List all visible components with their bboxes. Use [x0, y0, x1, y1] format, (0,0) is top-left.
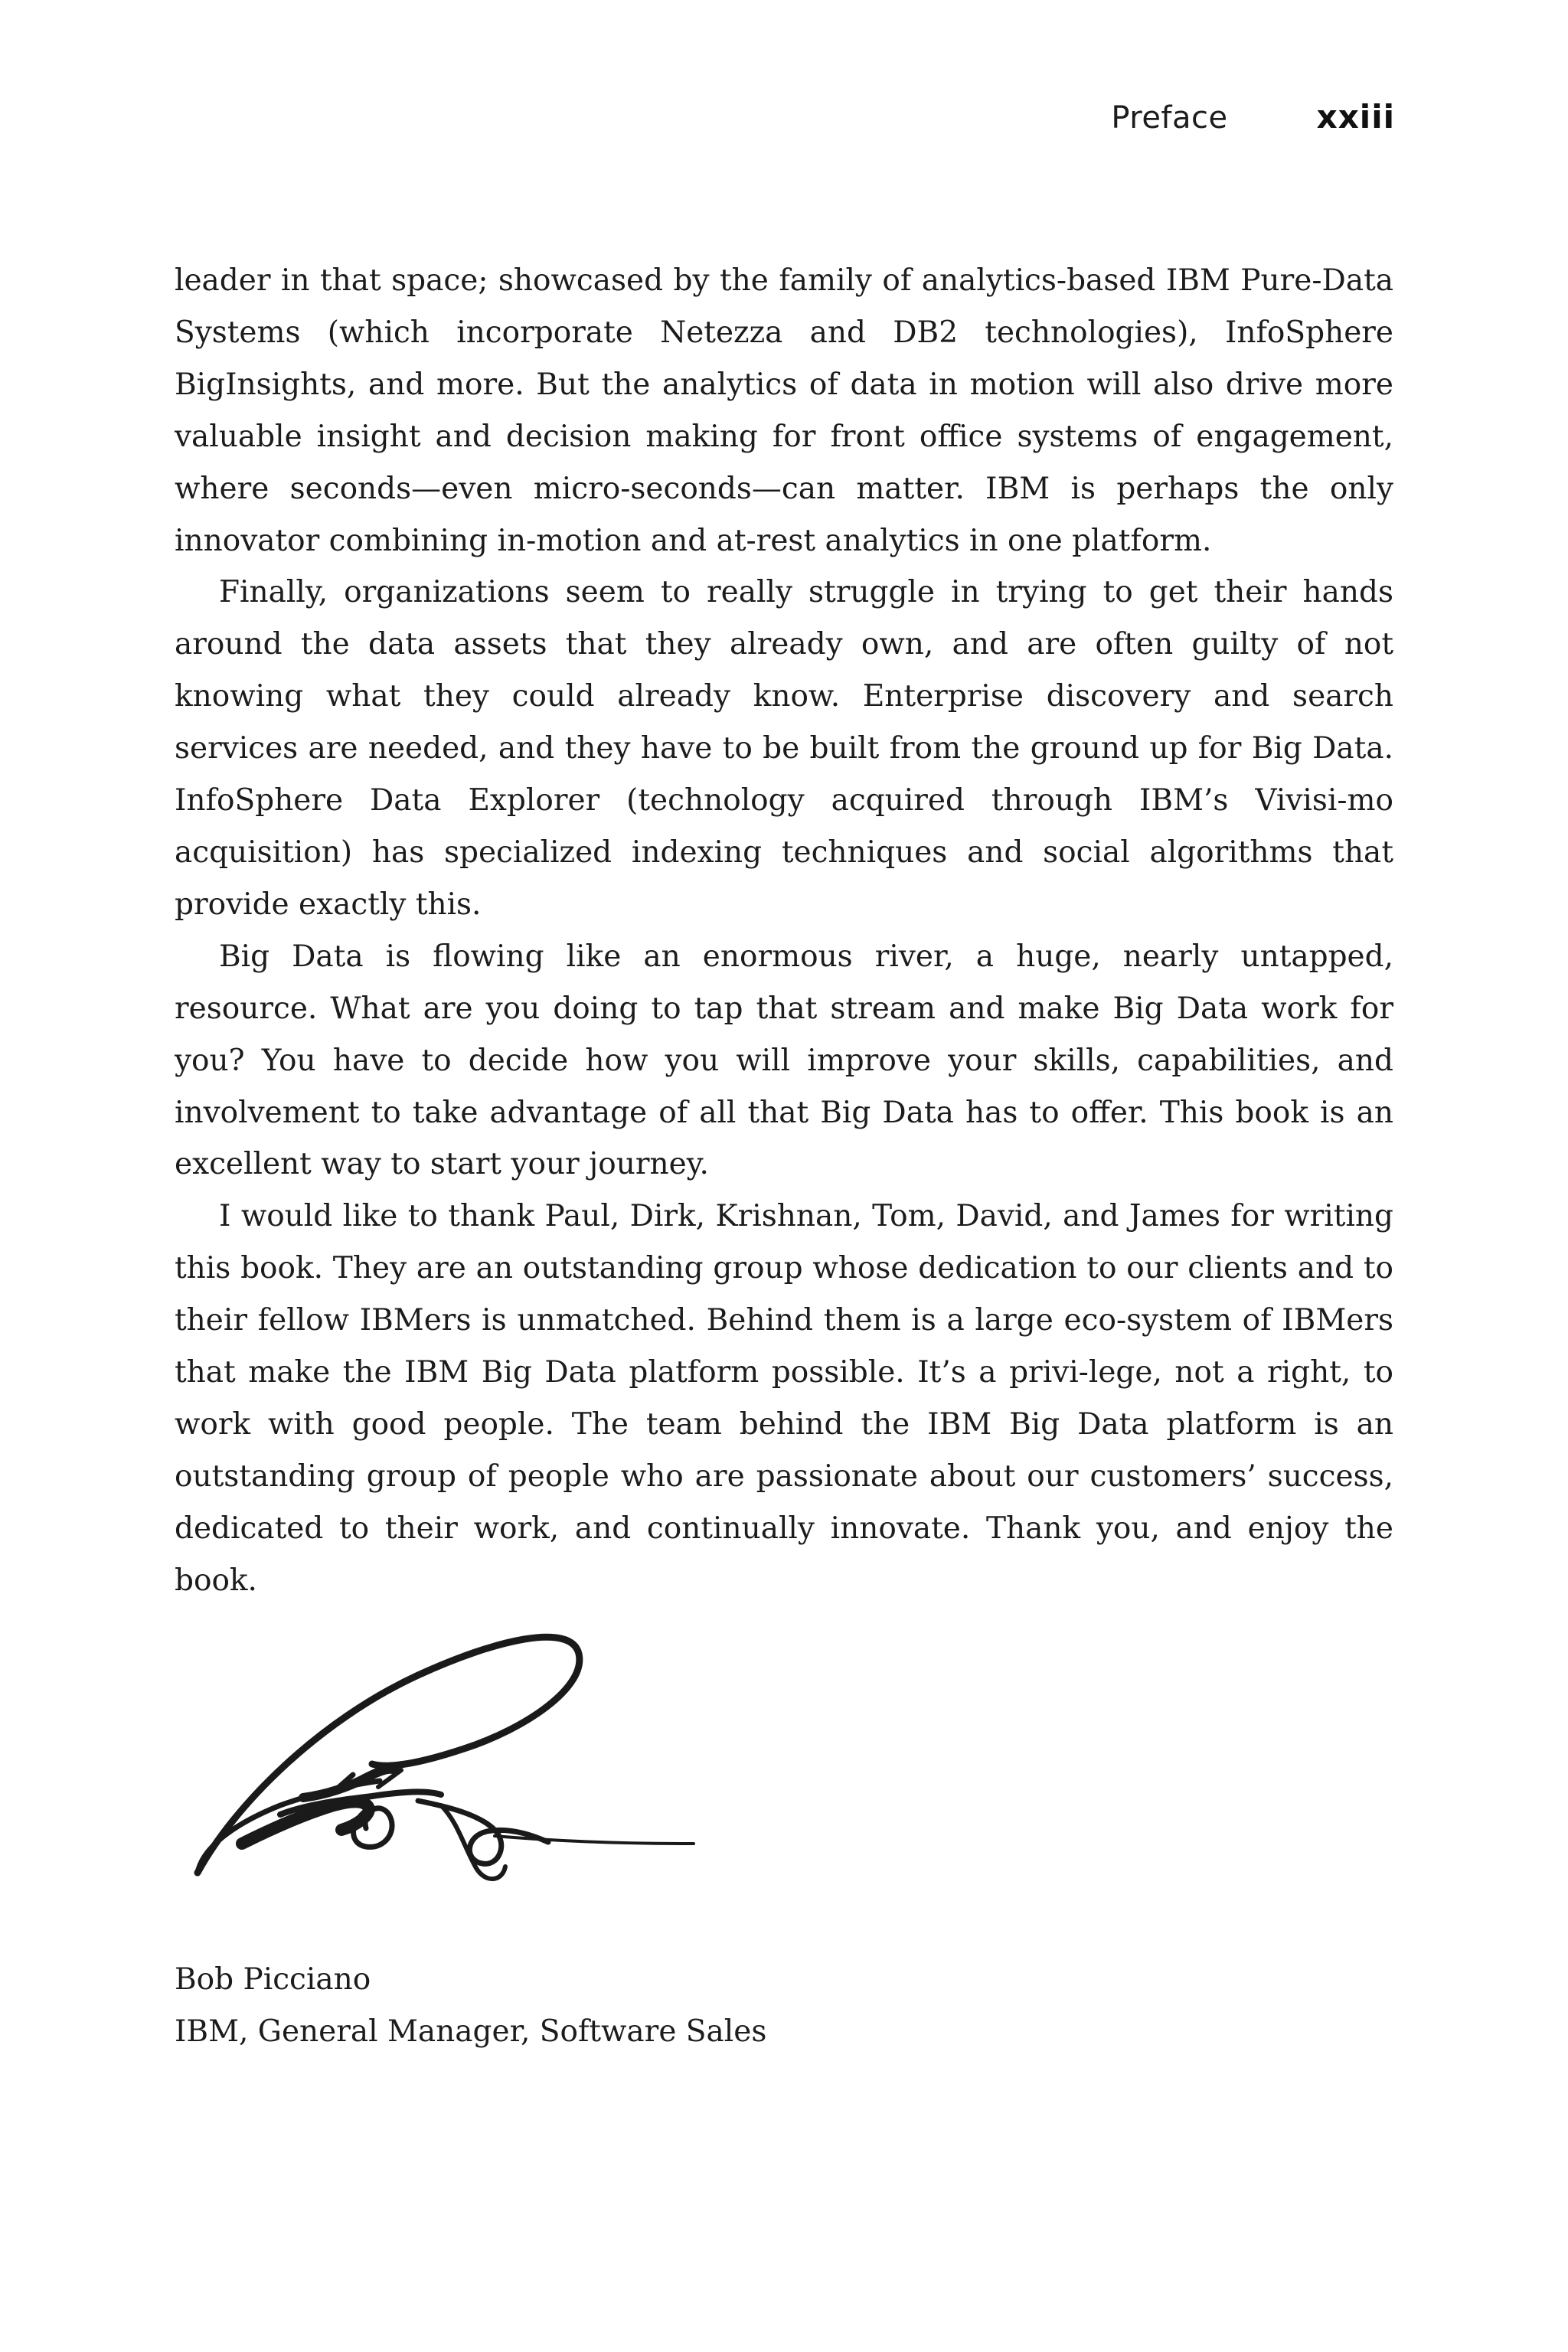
- signer-title: IBM, General Manager, Software Sales: [175, 2014, 767, 2049]
- paragraph: Big Data is flowing like an enormous river, a huge, nearly untapped, resource. What are you doing to tap that stream and make Big Data work for you? You have to decide how you will improve your skills, capabilities, and involvement to take advantage of all that Big Data has to offer. This book is an excellent way to start your journey.: [175, 939, 1393, 1182]
- running-head: [1111, 98, 1395, 144]
- body-text: [175, 255, 1393, 1607]
- paragraph: leader in that space; showcased by the family of analytics-based IBM Pure-Data Systems (which incorporate Netezza and DB2 technologies), InfoSphere BigInsights, and more. But the analytics of data in motion will also drive more valuable insight and decision making for front office systems of engagement, where seconds—even micro-seconds—can matter. IBM is perhaps the only innovator combining in-motion and at-rest analytics in one platform.: [175, 263, 1393, 558]
- running-head-section: Preface: [1111, 100, 1228, 136]
- handwritten-signature-icon: [188, 1614, 709, 1913]
- page-number: xxiii: [1316, 98, 1395, 136]
- signer-name: Bob Picciano: [175, 1962, 371, 1997]
- paragraph: Finally, organizations seem to really struggle in trying to get their hands around the data assets that they already own, and are often guilty of not knowing what they could already know. Enterprise discovery and search services are needed, and they have to be built from the ground up for Big Data. InfoSphere Data Explorer (technology acquired through IBM’s Vivisi-mo acquisition) has specialized indexing techniques and social algorithms that provide exactly this.: [175, 575, 1393, 922]
- paragraph: I would like to thank Paul, Dirk, Krishnan, Tom, David, and James for writing this book. They are an outstanding group whose dedication to our clients and to their fellow IBMers is unmatched. Behind them is a large eco-system of IBMers that make the IBM Big Data platform possible. It’s a privi-lege, not a right, to work with good people. The team behind the IBM Big Data platform is an outstanding group of people who are passionate about our customers’ success, dedicated to their work, and continually innovate. Thank you, and enjoy the book.: [175, 1199, 1393, 1598]
- signer-block: [175, 1954, 766, 2058]
